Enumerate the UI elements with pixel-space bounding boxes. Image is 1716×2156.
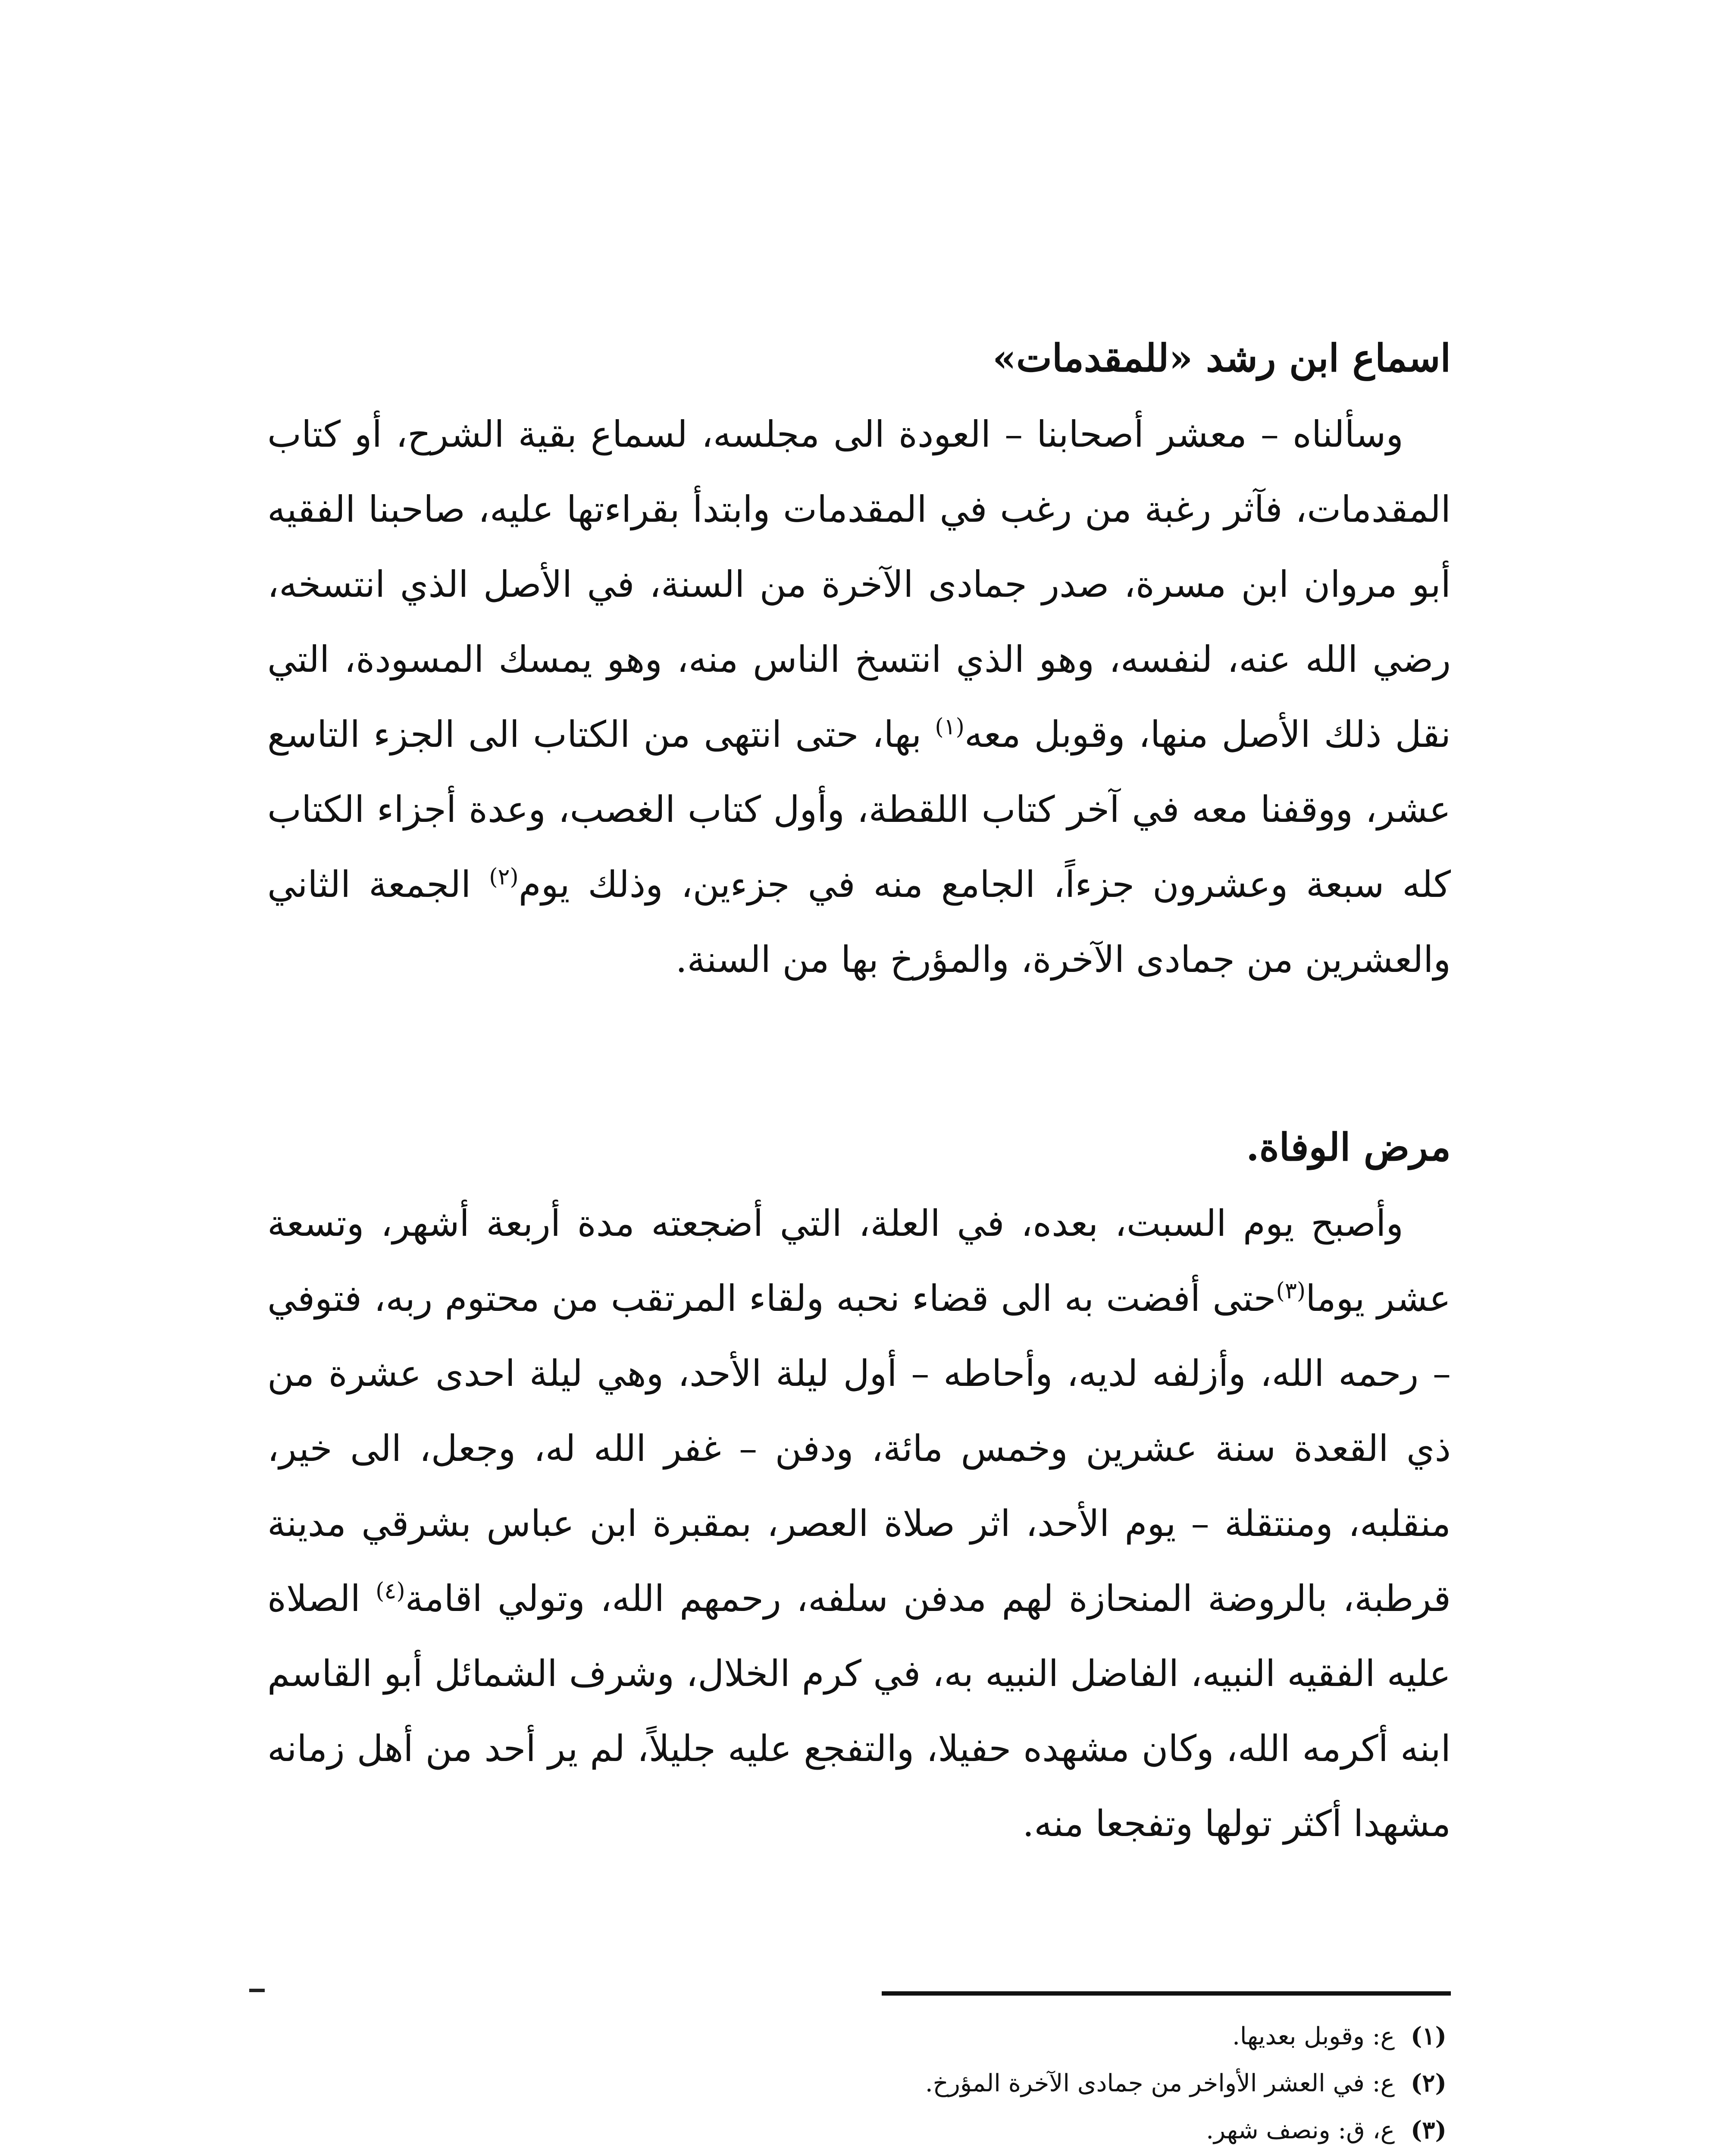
footnote-text: ع: في العشر الأواخر من جمادى الآخرة المؤرخ. bbox=[925, 2069, 1395, 2097]
paragraph-text: بها، حتى انتهى من الكتاب الى الجزء التاسع عشر، ووقفنا معه في آخر كتاب اللقطة، وأول كتاب الغصب، وعدة أجزاء الكتاب كله سبعة وعشرون جزءاً، الجامع منه في جزءين، وذلك يوم bbox=[267, 713, 1451, 906]
footnote-ref-4: (٤) bbox=[376, 1578, 405, 1604]
footnote-ref-3: (٣) bbox=[1276, 1278, 1306, 1304]
footnote-text: ع: وقوبل بعديها. bbox=[1232, 2022, 1395, 2050]
footnote-text: ع، ق: ونصف شهر. bbox=[1206, 2116, 1395, 2144]
paragraph-text: وسألناه – معشر أصحابنا – العودة الى مجلسه، لسماع بقية الشرح، أو كتاب المقدمات، فآثر رغبة من رغب في المقدمات وابتدأ بقراءتها عليه، صاحبنا الفقيه أبو مروان ابن مسرة، صدر جمادى الآخرة من السنة، في الأصل الذي انتسخه، رضي الله عنه، لنفسه، وهو الذي انتسخ الناس منه، وهو يمسك المسودة، التي نقل ذلك الأصل منها، وقوبل معه bbox=[267, 413, 1451, 755]
section-heading: مرض الوفاة. bbox=[1246, 1125, 1451, 1169]
footnote-number: (٣) bbox=[1410, 2116, 1447, 2144]
margin-mark bbox=[249, 1989, 265, 1992]
footnote-number bbox=[1395, 2154, 1447, 2156]
footnote-number: (٢) bbox=[1410, 2069, 1447, 2097]
body-paragraph bbox=[267, 397, 1451, 997]
footnote-2 bbox=[282, 2060, 1447, 2107]
paragraph-text: وأصبح يوم السبت، بعده، في العلة، التي أضجعته مدة أربعة أشهر، وتسعة عشر يوما bbox=[267, 1202, 1451, 1319]
section-heading: اسماع ابن رشد «للمقدمات» bbox=[993, 335, 1451, 380]
footnote-ref-2: (٢) bbox=[489, 864, 519, 890]
footnote-4 bbox=[282, 2154, 1447, 2156]
footnote-1 bbox=[282, 2013, 1447, 2060]
footnote-divider bbox=[882, 1991, 1451, 1996]
footnote-3 bbox=[282, 2107, 1447, 2154]
footnotes-list bbox=[282, 2013, 1447, 2156]
section-ibn-rushd-muqaddimat bbox=[267, 319, 1451, 997]
body-paragraph bbox=[267, 1186, 1451, 1861]
paragraph-text: حتى أفضت به الى قضاء نحبه ولقاء المرتقب من محتوم ربه، فتوفي – رحمه الله، وأزلفه لديه، وأحاطه – أول ليلة الأحد، وهي ليلة احدى عشرة من ذي القعدة سنة عشرين وخمس مائة، ودفن – غفر الله له، وجعل، الى خير، منقلبه، ومنتقلة – يوم الأحد، اثر صلاة العصر، بمقبرة ابن عباس بشرقي مدينة قرطبة، بالروضة المنحازة لهم مدفن سلفه، رحمهم الله، وتولي اقامة bbox=[267, 1277, 1451, 1620]
footnote-ref-1: (١) bbox=[935, 714, 964, 740]
section-final-illness bbox=[267, 1108, 1451, 1861]
paragraph-text: الصلاة عليه الفقيه النبيه، الفاضل النبيه به، في كرم الخلال، وشرف الشمائل أبو القاسم ابنه أكرمه الله، وكان مشهده حفيلا، والتفجع عليه جليلاً، لم ير أحد من أهل زمانه مشهدا أكثر تولها وتفجعا منه. bbox=[267, 1577, 1451, 1845]
paragraph-text: الجمعة الثاني والعشرين من جمادى الآخرة، والمؤرخ بها من السنة. bbox=[267, 863, 1451, 981]
footnote-number: (١) bbox=[1410, 2022, 1447, 2050]
